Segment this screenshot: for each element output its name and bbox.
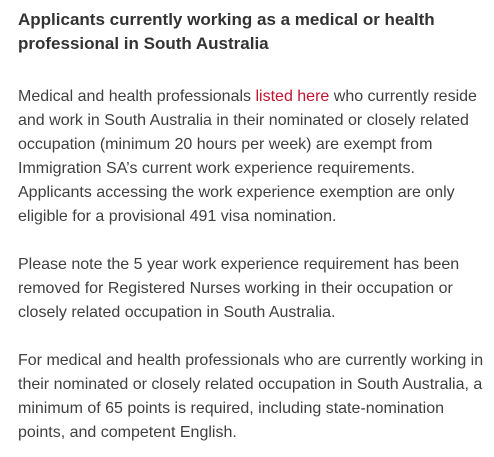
content-section: [18, 8, 488, 445]
listed-here-link[interactable]: listed here: [255, 88, 330, 105]
paragraph-exemption-body: who currently reside and work in South Australia in their nominated or closely related occupation (minimum 20 hours per week) are exempt from Immigration SA’s current work experience requirements. Applicants accessing the work experience exemption are only eligible for a provisional 491 visa nomination.: [18, 88, 477, 225]
paragraph-exemption: [18, 85, 488, 229]
paragraph-exemption-intro: Medical and health professionals: [18, 88, 256, 105]
paragraph-registered-nurses: Please note the 5 year work experience requirement has been removed for Registered Nurses working in their occupation or closely related occupation in South Australia.: [18, 256, 460, 321]
section-heading: Applicants currently working as a medical or health professional in South Australia: [18, 10, 435, 53]
paragraph-points-requirement: For medical and health professionals who are currently working in their nominated or closely related occupation in South Australia, a minimum of 65 points is required, including state-nomination points, and competent English.: [18, 352, 484, 441]
